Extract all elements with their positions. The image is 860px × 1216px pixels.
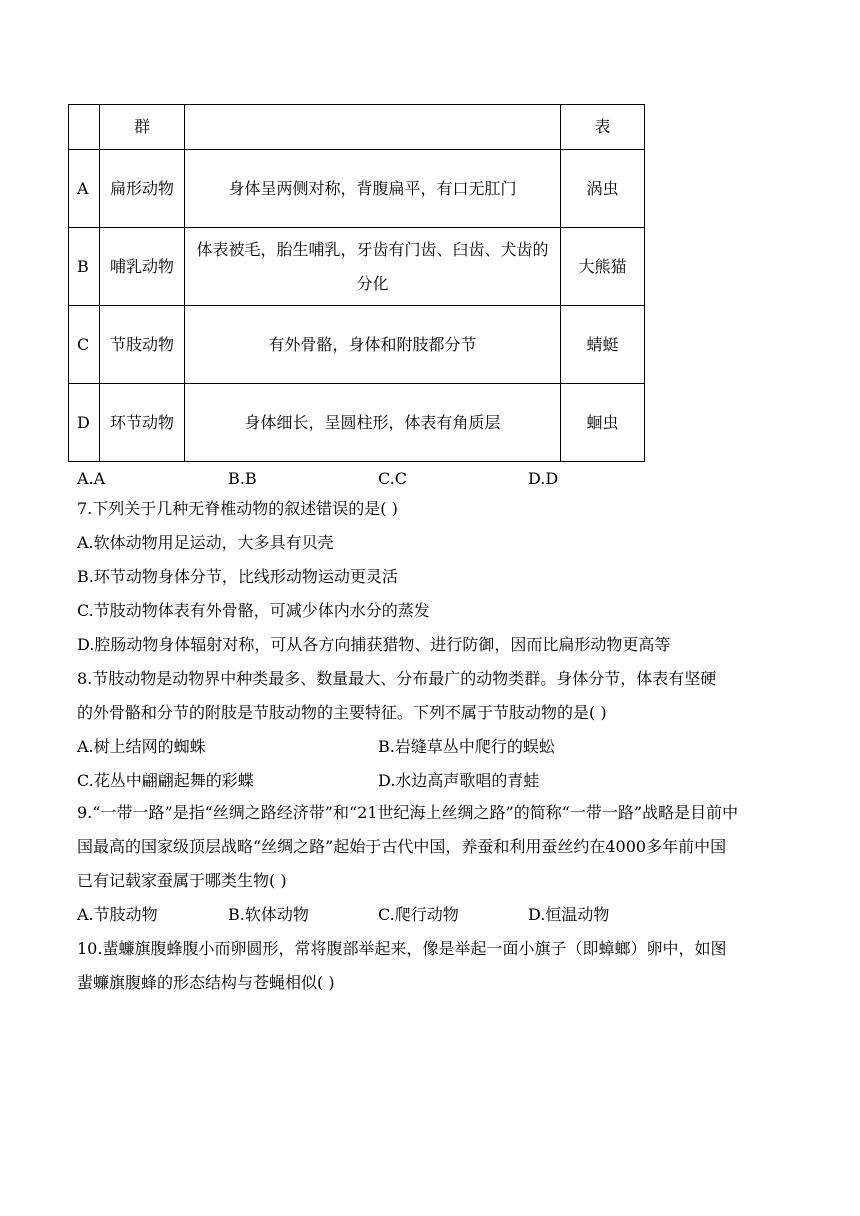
q9-option-a: A.节肢动物 — [77, 905, 158, 924]
q9-option-d: D.恒温动物 — [528, 905, 610, 924]
q6-option-c: C.C — [378, 469, 407, 488]
q8-option-a: A.树上结网的蜘蛛 — [77, 737, 206, 756]
row-features: 体表被毛，胎生哺乳，牙齿有门齿、臼齿、犬齿的分化 — [185, 228, 561, 306]
row-group: 环节动物 — [100, 384, 185, 462]
row-letter: C — [69, 306, 100, 384]
q6-option-a: A.A — [77, 469, 106, 488]
q10-stem-line2: 蜚蠊旗腹蜂的形态结构与苍蝇相似( ) — [77, 973, 335, 992]
q6-option-d: D.D — [528, 469, 559, 488]
header-cell-group: 群 — [100, 105, 185, 150]
q9-stem-line3: 已有记载家蚕属于哪类生物( ) — [77, 871, 287, 890]
row-group: 哺乳动物 — [100, 228, 185, 306]
header-cell-example: 表 — [561, 105, 645, 150]
q7-stem: 7.下列关于几种无脊椎动物的叙述错误的是( ) — [77, 499, 398, 518]
row-features: 身体呈两侧对称，背腹扁平，有口无肛门 — [185, 150, 561, 228]
classification-table — [68, 104, 645, 462]
row-letter: B — [69, 228, 100, 306]
q9-option-c: C.爬行动物 — [378, 905, 459, 924]
table-row — [69, 306, 645, 384]
q9-stem-line2: 国最高的国家级顶层战略“丝绸之路”起始于古代中国，养蚕和利用蚕丝约在4000多年前中国 — [77, 837, 727, 856]
row-example: 蛔虫 — [561, 384, 645, 462]
q8-option-b: B.岩缝草丛中爬行的蜈蚣 — [378, 737, 555, 756]
row-group: 扁形动物 — [100, 150, 185, 228]
table-header-row — [69, 105, 645, 150]
q7-option-a: A.软体动物用足运动，大多具有贝壳 — [77, 533, 334, 552]
q7-option-b: B.环节动物身体分节，比线形动物运动更灵活 — [77, 567, 398, 586]
header-cell — [69, 105, 100, 150]
q7-option-d: D.腔肠动物身体辐射对称，可从各方向捕获猎物、进行防御，因而比扁形动物更高等 — [77, 635, 671, 654]
row-letter: A — [69, 150, 100, 228]
q9-option-b: B.软体动物 — [228, 905, 309, 924]
row-features: 身体细长，呈圆柱形，体表有角质层 — [185, 384, 561, 462]
q9-stem-line1: 9.“一带一路”是指“丝绸之路经济带”和“21世纪海上丝绸之路”的简称“一带一路”战略是目前中 — [77, 803, 739, 822]
table-row — [69, 384, 645, 462]
row-letter: D — [69, 384, 100, 462]
header-cell — [185, 105, 561, 150]
row-features: 有外骨骼，身体和附肢都分节 — [185, 306, 561, 384]
q6-option-b: B.B — [228, 469, 257, 488]
row-example: 大熊猫 — [561, 228, 645, 306]
row-group: 节肢动物 — [100, 306, 185, 384]
q8-stem-line1: 8.节肢动物是动物界中种类最多、数量最大、分布最广的动物类群。身体分节，体表有坚硬 — [77, 669, 717, 688]
q8-option-c: C.花丛中翩翩起舞的彩蝶 — [77, 771, 254, 790]
q10-stem-line1: 10.蜚蠊旗腹蜂腹小而卵圆形，常将腹部举起来，像是举起一面小旗子（即蟑螂）卵中，如图 — [77, 939, 727, 958]
q8-stem-line2: 的外骨骼和分节的附肢是节肢动物的主要特征。下列不属于节肢动物的是( ) — [77, 703, 607, 722]
table-row — [69, 228, 645, 306]
q7-option-c: C.节肢动物体表有外骨骼，可减少体内水分的蒸发 — [77, 601, 430, 620]
row-example: 涡虫 — [561, 150, 645, 228]
table-row — [69, 150, 645, 228]
row-example: 蜻蜓 — [561, 306, 645, 384]
q8-option-d: D.水边高声歌唱的青蛙 — [378, 771, 540, 790]
